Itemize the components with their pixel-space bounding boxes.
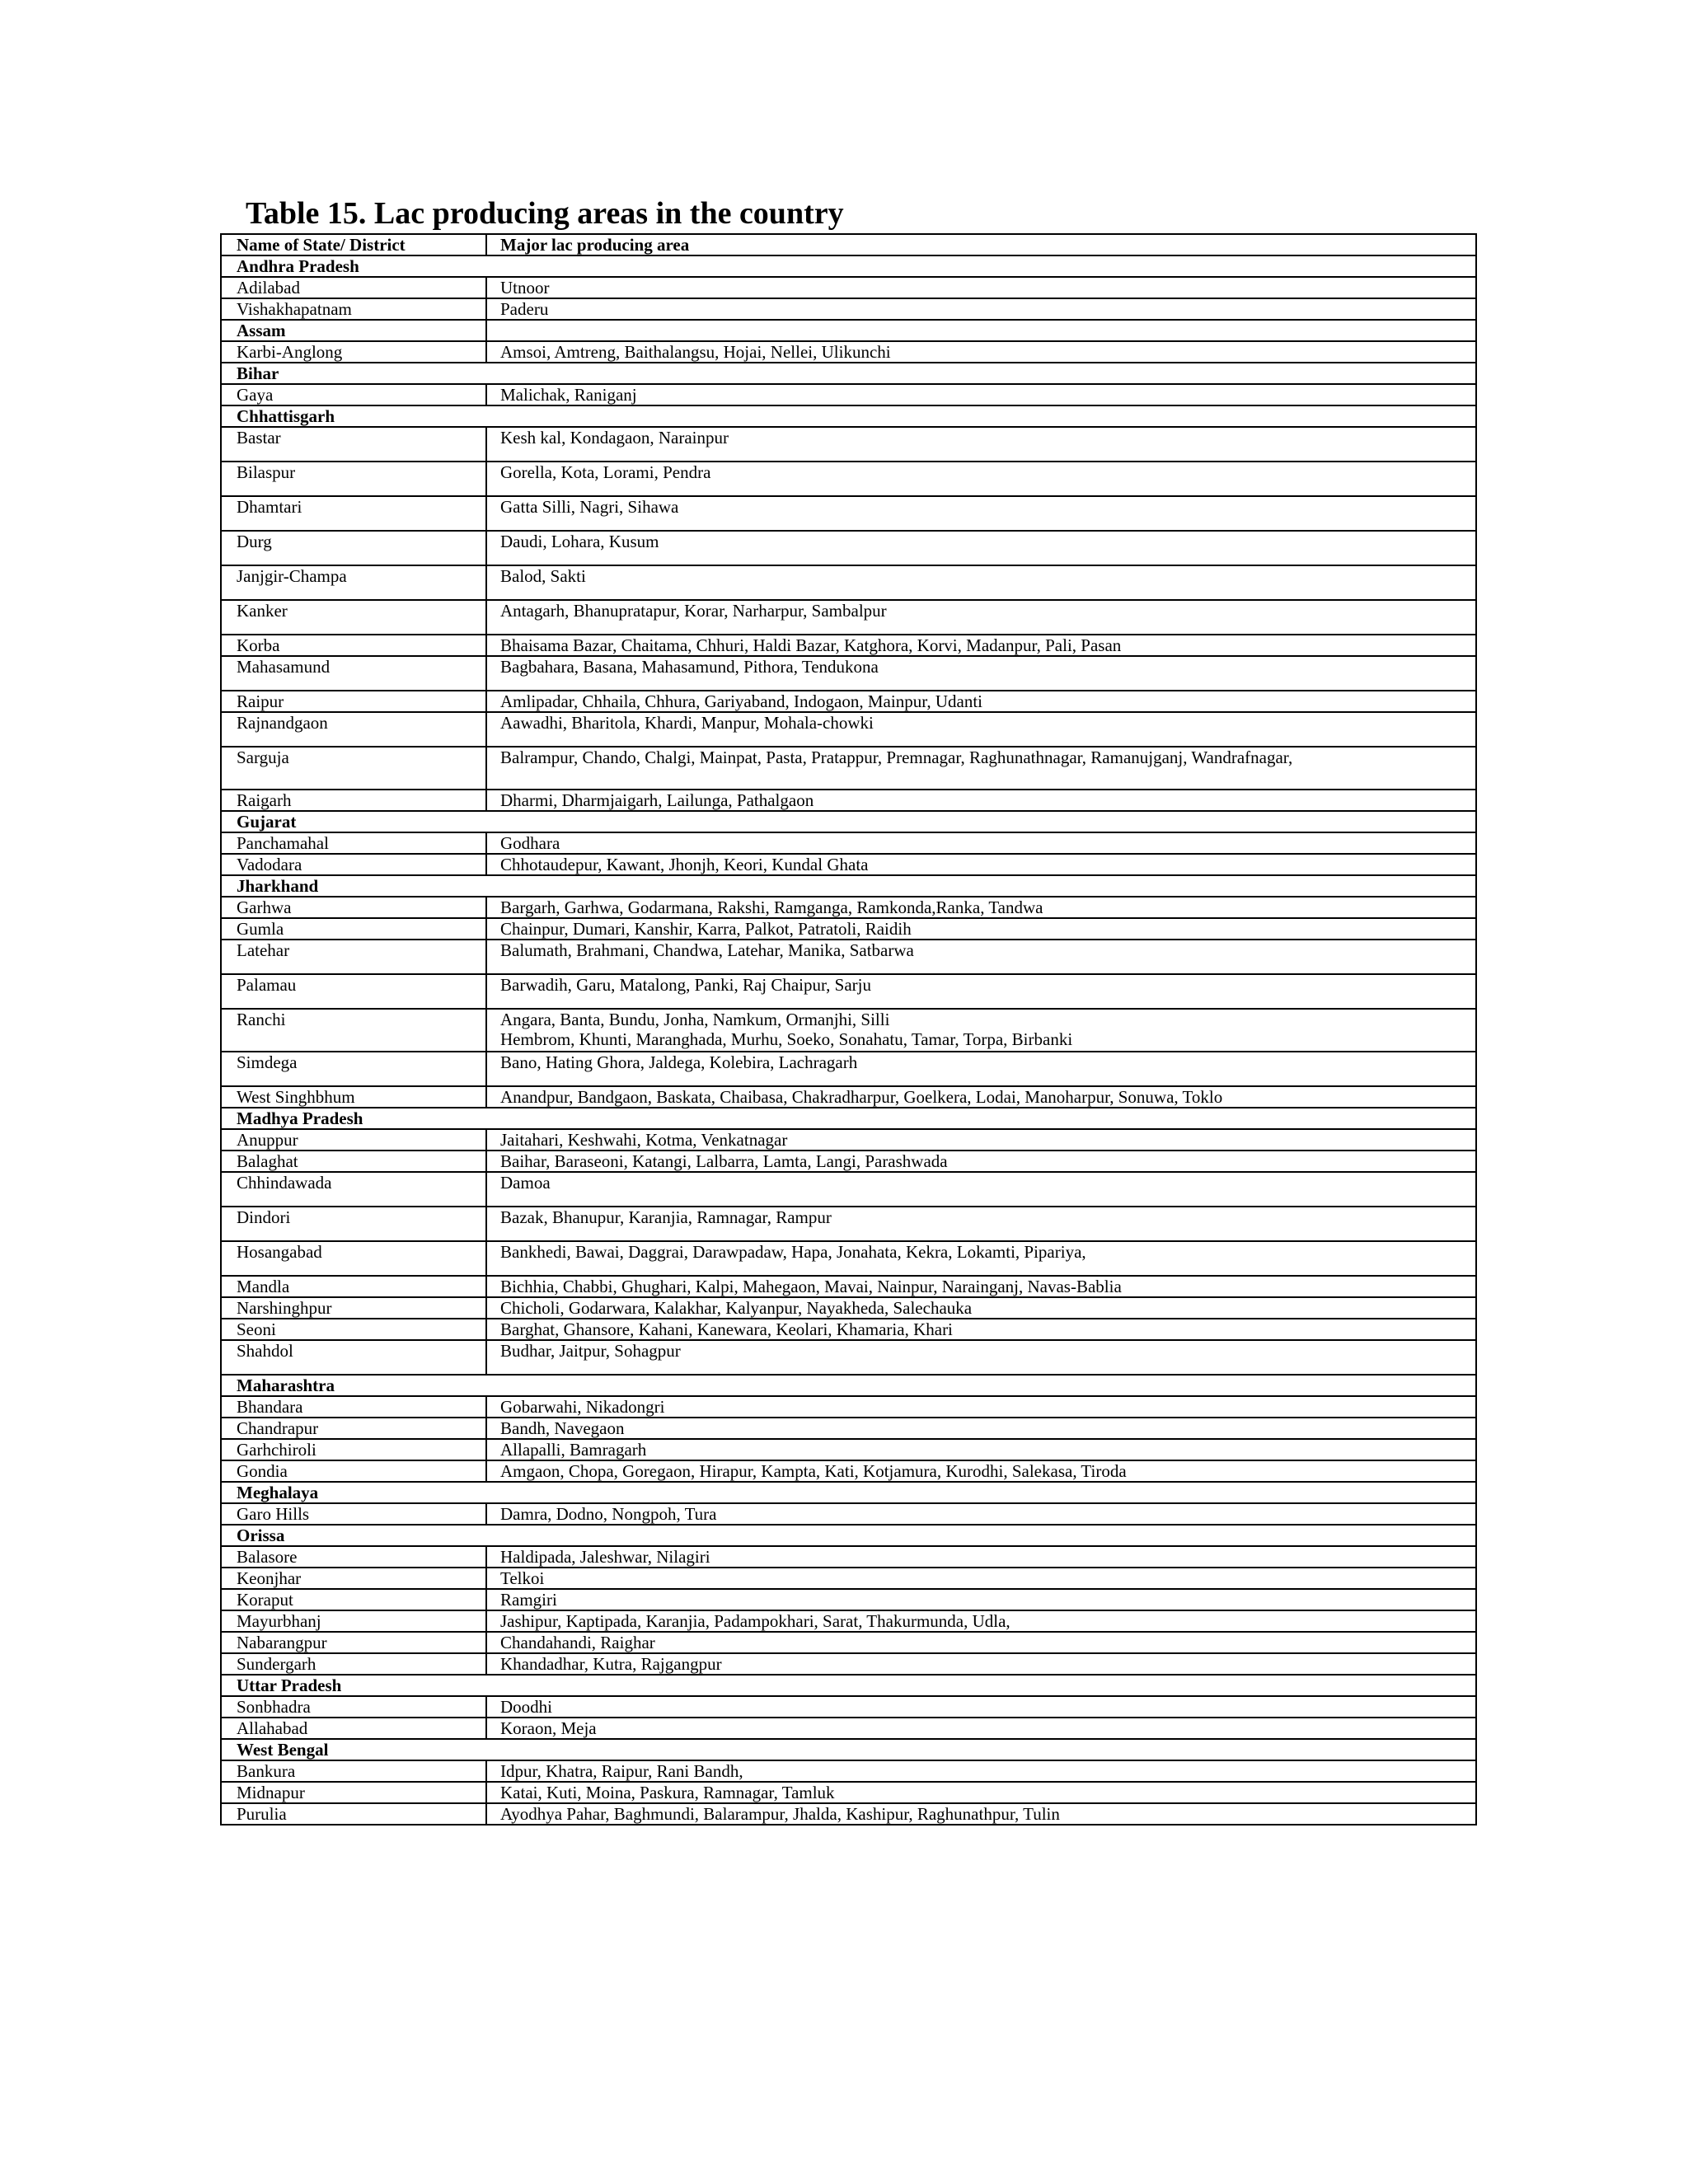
district-name: Gondia (221, 1460, 486, 1482)
lac-area-text: Budhar, Jaitpur, Sohagpur (500, 1341, 681, 1361)
state-row (221, 1675, 1476, 1696)
lac-area-cell (486, 384, 1476, 405)
district-name: Sonbhadra (221, 1696, 486, 1718)
column-header-district: Name of State/ District (221, 234, 486, 255)
table-row (221, 1610, 1476, 1632)
lac-area-cell (486, 832, 1476, 854)
table-row (221, 1503, 1476, 1525)
district-name: Shahdol (221, 1340, 486, 1375)
lac-area-text: Amsoi, Amtreng, Baithalangsu, Hojai, Nellei, Ulikunchi (500, 342, 891, 362)
lac-area-text: Jaitahari, Keshwahi, Kotma, Venkatnagar (500, 1130, 788, 1150)
table-row (221, 854, 1476, 875)
district-name: Midnapur (221, 1782, 486, 1803)
table-row (221, 1460, 1476, 1482)
district-name: Mandla (221, 1276, 486, 1297)
table-row (221, 1568, 1476, 1589)
district-name: Kanker (221, 600, 486, 635)
lac-area-text: Damoa (500, 1173, 551, 1193)
lac-area-text: Chhotaudepur, Kawant, Jhonjh, Keori, Kundal Ghata (500, 855, 869, 874)
lac-area-cell (486, 1009, 1476, 1052)
lac-area-text: Bankhedi, Bawai, Daggrai, Darawpadaw, Hapa, Jonahata, Kekra, Lokamti, Pipariya, (500, 1242, 1086, 1262)
lac-area-text: Bazak, Bhanupur, Karanjia, Ramnagar, Rampur (500, 1207, 832, 1227)
table-body (221, 255, 1476, 1825)
lac-area-text: Antagarh, Bhanupratapur, Korar, Narharpur, Sambalpur (500, 601, 887, 621)
lac-area-text: Gobarwahi, Nikadongri (500, 1397, 665, 1417)
table-row (221, 427, 1476, 462)
state-row (221, 875, 1476, 897)
district-name: Sarguja (221, 747, 486, 790)
district-name: Nabarangpur (221, 1632, 486, 1653)
district-name: Palamau (221, 974, 486, 1009)
state-name: Maharashtra (221, 1375, 1476, 1396)
state-name: West Bengal (221, 1739, 1476, 1760)
lac-area-cell (486, 427, 1476, 462)
lac-area-cell (486, 974, 1476, 1009)
table-row (221, 531, 1476, 565)
lac-area-cell (486, 462, 1476, 496)
table-row (221, 1340, 1476, 1375)
district-name: Korba (221, 635, 486, 656)
lac-area-text: Dharmi, Dharmjaigarh, Lailunga, Pathalgaon (500, 790, 814, 810)
district-name: Vishakhapatnam (221, 298, 486, 320)
table-row (221, 940, 1476, 974)
district-name: Simdega (221, 1052, 486, 1086)
lac-area-cell (486, 496, 1476, 531)
lac-area-cell (486, 1803, 1476, 1825)
table-row (221, 918, 1476, 940)
district-name: Sundergarh (221, 1653, 486, 1675)
table-row (221, 1653, 1476, 1675)
lac-area-text: Amlipadar, Chhaila, Chhura, Gariyaband, Indogaon, Mainpur, Udanti (500, 691, 983, 711)
table-row (221, 298, 1476, 320)
state-name: Gujarat (221, 811, 1476, 832)
district-name: Mahasamund (221, 656, 486, 691)
lac-area-text: Allapalli, Bamragarh (500, 1440, 647, 1460)
lac-area-text: Aawadhi, Bharitola, Khardi, Manpur, Mohala-chowki (500, 713, 874, 733)
district-name: Bastar (221, 427, 486, 462)
lac-area-cell (486, 1297, 1476, 1319)
district-name: Narshinghpur (221, 1297, 486, 1319)
lac-area-text: Bandh, Navegaon (500, 1418, 625, 1438)
state-row (221, 1739, 1476, 1760)
district-name: Balaghat (221, 1151, 486, 1172)
table-row (221, 1151, 1476, 1172)
table-row (221, 1589, 1476, 1610)
state-name: Jharkhand (221, 875, 1476, 897)
column-header-area: Major lac producing area (486, 234, 1476, 255)
state-row (221, 811, 1476, 832)
lac-area-cell (486, 747, 1476, 790)
lac-area-text: Chicholi, Godarwara, Kalakhar, Kalyanpur, Nayakheda, Salechauka (500, 1298, 973, 1318)
district-name: Balasore (221, 1546, 486, 1568)
table-row (221, 635, 1476, 656)
lac-area-text: Godhara (500, 833, 560, 853)
district-name: West Singhbhum (221, 1086, 486, 1108)
lac-area-cell (486, 897, 1476, 918)
state-name: Bihar (221, 363, 1476, 384)
table-row (221, 1803, 1476, 1825)
state-row (221, 363, 1476, 384)
lac-area-text: Bichhia, Chabbi, Ghughari, Kalpi, Mahegaon, Mavai, Nainpur, Narainganj, Navas-Bablia (500, 1277, 1122, 1296)
table-header-row (221, 234, 1476, 255)
lac-area-cell (486, 854, 1476, 875)
state-row (221, 1375, 1476, 1396)
district-name: Purulia (221, 1803, 486, 1825)
state-name: Madhya Pradesh (221, 1108, 1476, 1129)
table-row (221, 600, 1476, 635)
lac-area-cell (486, 1241, 1476, 1276)
lac-area-cell (486, 1340, 1476, 1375)
lac-area-cell (486, 1396, 1476, 1418)
district-name: Chhindawada (221, 1172, 486, 1207)
table-row (221, 565, 1476, 600)
lac-area-cell (486, 565, 1476, 600)
lac-area-text: Bargarh, Garhwa, Godarmana, Rakshi, Ramganga, Ramkonda,Ranka, Tandwa (500, 898, 1043, 917)
table-row (221, 1172, 1476, 1207)
table-row (221, 1009, 1476, 1052)
lac-area-text: Gorella, Kota, Lorami, Pendra (500, 462, 711, 482)
table-row (221, 832, 1476, 854)
district-name: Bankura (221, 1760, 486, 1782)
lac-area-cell (486, 1172, 1476, 1207)
state-name: Chhattisgarh (221, 405, 1476, 427)
lac-area-text: Jashipur, Kaptipada, Karanjia, Padampokhari, Sarat, Thakurmunda, Udla, (500, 1611, 1010, 1631)
lac-area-text-line2: Hembrom, Khunti, Maranghada, Murhu, Soeko, Sonahatu, Tamar, Torpa, Birbanki (500, 1029, 1073, 1049)
table-row (221, 747, 1476, 790)
district-name: Raipur (221, 691, 486, 712)
lac-area-text: Doodhi (500, 1697, 552, 1717)
district-name: Koraput (221, 1589, 486, 1610)
table-row (221, 496, 1476, 531)
table-row (221, 1276, 1476, 1297)
state-row (221, 1482, 1476, 1503)
lac-area-text: Daudi, Lohara, Kusum (500, 532, 659, 551)
lac-areas-table (220, 233, 1477, 1825)
table-row (221, 1718, 1476, 1739)
district-name: Allahabad (221, 1718, 486, 1739)
table-row (221, 1052, 1476, 1086)
lac-area-cell (486, 320, 1476, 341)
table-row (221, 1241, 1476, 1276)
lac-area-text: Barwadih, Garu, Matalong, Panki, Raj Chaipur, Sarju (500, 975, 871, 995)
lac-area-text: Balod, Sakti (500, 566, 586, 586)
state-row (221, 255, 1476, 277)
page-title: Table 15. Lac producing areas in the country (246, 196, 844, 231)
district-name: Dhamtari (221, 496, 486, 531)
lac-area-text: Balrampur, Chando, Chalgi, Mainpat, Pasta, Pratappur, Premnagar, Raghunathnagar, Ramanujganj, Wandrafnagar, (500, 748, 1293, 767)
lac-area-text: Gatta Silli, Nagri, Sihawa (500, 497, 679, 517)
state-name: Orissa (221, 1525, 1476, 1546)
lac-area-cell (486, 277, 1476, 298)
district-name: Rajnandgaon (221, 712, 486, 747)
lac-area-text: Katai, Kuti, Moina, Paskura, Ramnagar, Tamluk (500, 1783, 835, 1802)
lac-area-cell (486, 940, 1476, 974)
lac-area-text: Telkoi (500, 1568, 545, 1588)
lac-area-cell (486, 1319, 1476, 1340)
lac-area-cell (486, 298, 1476, 320)
table-row (221, 1207, 1476, 1241)
table-row (221, 1297, 1476, 1319)
district-name: Bhandara (221, 1396, 486, 1418)
district-name: Adilabad (221, 277, 486, 298)
lac-area-cell (486, 1129, 1476, 1151)
table-row (221, 1319, 1476, 1340)
district-name: Hosangabad (221, 1241, 486, 1276)
state-name: Meghalaya (221, 1482, 1476, 1503)
lac-area-cell (486, 656, 1476, 691)
table-row (221, 1086, 1476, 1108)
lac-area-text: Malichak, Raniganj (500, 385, 637, 405)
lac-area-text: Koraon, Meja (500, 1718, 597, 1738)
lac-area-cell (486, 1760, 1476, 1782)
lac-area-text: Khandadhar, Kutra, Rajgangpur (500, 1654, 722, 1674)
lac-area-text: Bagbahara, Basana, Mahasamund, Pithora, Tendukona (500, 657, 879, 677)
lac-area-text: Utnoor (500, 278, 550, 298)
table-row (221, 1396, 1476, 1418)
lac-area-cell (486, 1151, 1476, 1172)
lac-area-text: Bhaisama Bazar, Chaitama, Chhuri, Haldi Bazar, Katghora, Korvi, Madanpur, Pali, Pasan (500, 635, 1122, 655)
lac-area-cell (486, 1610, 1476, 1632)
table-row (221, 974, 1476, 1009)
district-name: Raigarh (221, 790, 486, 811)
lac-area-text: Haldipada, Jaleshwar, Nilagiri (500, 1547, 710, 1567)
lac-area-cell (486, 635, 1476, 656)
table-row (221, 1418, 1476, 1439)
district-name: Seoni (221, 1319, 486, 1340)
lac-area-text: Damra, Dodno, Nongpoh, Tura (500, 1504, 717, 1524)
lac-area-cell (486, 1207, 1476, 1241)
lac-area-cell (486, 691, 1476, 712)
lac-area-cell (486, 1589, 1476, 1610)
district-name: Bilaspur (221, 462, 486, 496)
lac-area-text: Idpur, Khatra, Raipur, Rani Bandh, (500, 1761, 743, 1781)
table-row (221, 656, 1476, 691)
lac-area-cell (486, 1276, 1476, 1297)
lac-area-cell (486, 790, 1476, 811)
district-name: Garhwa (221, 897, 486, 918)
lac-area-cell (486, 531, 1476, 565)
lac-area-cell (486, 1439, 1476, 1460)
district-name: Garhchiroli (221, 1439, 486, 1460)
lac-area-cell (486, 1696, 1476, 1718)
district-name: Garo Hills (221, 1503, 486, 1525)
lac-area-cell (486, 712, 1476, 747)
table-row (221, 691, 1476, 712)
lac-area-cell (486, 600, 1476, 635)
lac-area-text: Ramgiri (500, 1590, 557, 1610)
district-name: Janjgir-Champa (221, 565, 486, 600)
lac-area-cell (486, 1460, 1476, 1482)
table-row (221, 277, 1476, 298)
table-row (221, 462, 1476, 496)
state-row (221, 320, 1476, 341)
district-name: Mayurbhanj (221, 1610, 486, 1632)
district-name: Gaya (221, 384, 486, 405)
table-row (221, 1439, 1476, 1460)
lac-area-cell (486, 1653, 1476, 1675)
lac-area-cell (486, 1546, 1476, 1568)
lac-area-text: Balumath, Brahmani, Chandwa, Latehar, Manika, Satbarwa (500, 940, 914, 960)
district-name: Chandrapur (221, 1418, 486, 1439)
state-name: Andhra Pradesh (221, 255, 1476, 277)
lac-area-text: Bano, Hating Ghora, Jaldega, Kolebira, Lachragarh (500, 1052, 858, 1072)
district-name: Latehar (221, 940, 486, 974)
table-row (221, 1782, 1476, 1803)
state-row (221, 1525, 1476, 1546)
table-row (221, 1696, 1476, 1718)
district-name: Karbi-Anglong (221, 341, 486, 363)
table-row (221, 790, 1476, 811)
table-row (221, 897, 1476, 918)
lac-area-text: Amgaon, Chopa, Goregaon, Hirapur, Kampta, Kati, Kotjamura, Kurodhi, Salekasa, Tiroda (500, 1461, 1127, 1481)
lac-area-text: Chandahandi, Raighar (500, 1633, 655, 1652)
state-name: Uttar Pradesh (221, 1675, 1476, 1696)
district-name: Keonjhar (221, 1568, 486, 1589)
lac-area-cell (486, 1086, 1476, 1108)
district-name: Panchamahal (221, 832, 486, 854)
district-name: Dindori (221, 1207, 486, 1241)
table-row (221, 1760, 1476, 1782)
lac-area-text: Ayodhya Pahar, Baghmundi, Balarampur, Jhalda, Kashipur, Raghunathpur, Tulin (500, 1804, 1060, 1824)
district-name: Anuppur (221, 1129, 486, 1151)
table-row (221, 341, 1476, 363)
state-name: Assam (221, 320, 486, 341)
district-name: Ranchi (221, 1009, 486, 1052)
lac-area-cell (486, 1418, 1476, 1439)
lac-area-text: Paderu (500, 299, 549, 319)
lac-area-text: Barghat, Ghansore, Kahani, Kanewara, Keolari, Khamaria, Khari (500, 1319, 953, 1339)
district-name: Gumla (221, 918, 486, 940)
lac-area-cell (486, 1568, 1476, 1589)
state-row (221, 1108, 1476, 1129)
lac-area-cell (486, 1718, 1476, 1739)
table-row (221, 1546, 1476, 1568)
lac-area-text: Chainpur, Dumari, Kanshir, Karra, Palkot, Patratoli, Raidih (500, 919, 912, 939)
state-row (221, 405, 1476, 427)
table-row (221, 1632, 1476, 1653)
lac-area-cell (486, 1632, 1476, 1653)
lac-area-text: Angara, Banta, Bundu, Jonha, Namkum, Ormanjhi, Silli (500, 1010, 890, 1029)
lac-area-cell (486, 918, 1476, 940)
table-row (221, 712, 1476, 747)
lac-area-cell (486, 1782, 1476, 1803)
table-row (221, 384, 1476, 405)
district-name: Durg (221, 531, 486, 565)
lac-area-text: Baihar, Baraseoni, Katangi, Lalbarra, Lamta, Langi, Parashwada (500, 1151, 948, 1171)
table-row (221, 1129, 1476, 1151)
lac-area-cell (486, 1503, 1476, 1525)
lac-area-text: Kesh kal, Kondagaon, Narainpur (500, 428, 729, 448)
district-name: Vadodara (221, 854, 486, 875)
lac-area-cell (486, 341, 1476, 363)
lac-area-cell (486, 1052, 1476, 1086)
lac-area-text: Anandpur, Bandgaon, Baskata, Chaibasa, Chakradharpur, Goelkera, Lodai, Manoharpur, Sonuwa, Toklo (500, 1087, 1223, 1107)
